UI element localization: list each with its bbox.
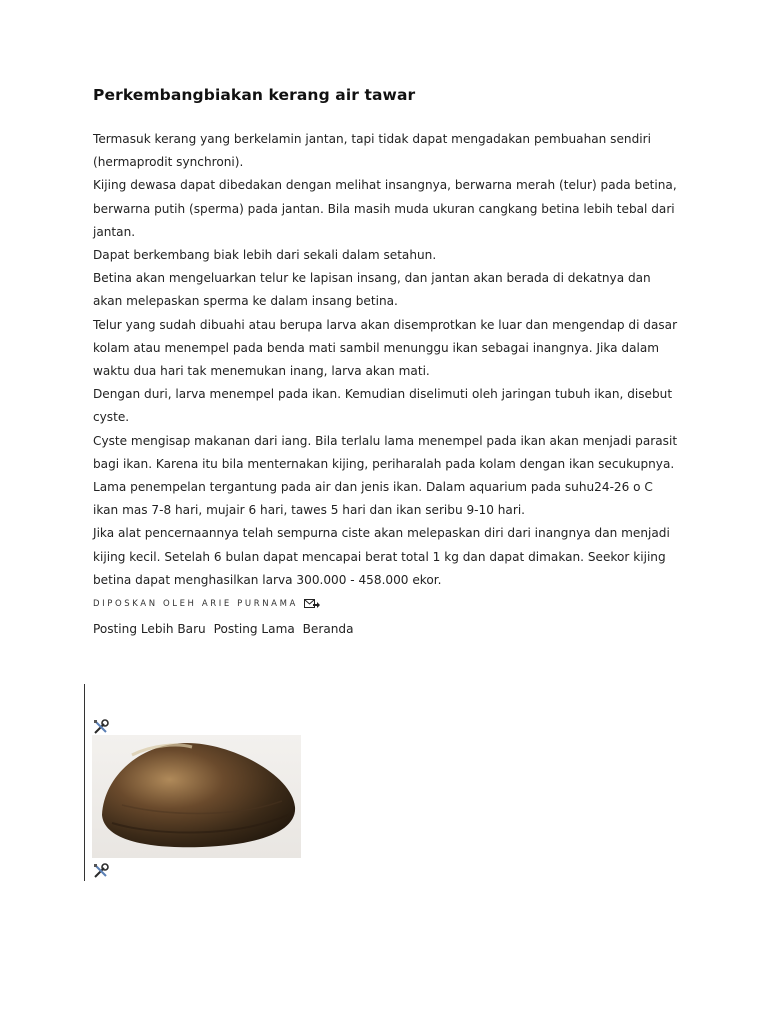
wrench-screwdriver-icon[interactable] — [92, 862, 110, 880]
post-paragraph: Termasuk kerang yang berkelamin jantan, tapi tidak dapat mengadakan pembuahan sendiri (hermaprodit synchroni). — [93, 132, 651, 170]
post-paragraph: Kijing dewasa dapat dibedakan dengan melihat insangnya, berwarna merah (telur) pada betina, berwarna putih (sperma) pada jantan. Bila masih muda ukuran cangkang betina lebih tebal dari jantan. — [93, 178, 677, 239]
post-paragraph: Betina akan mengeluarkan telur ke lapisan insang, dan jantan akan berada di dekatnya dan akan melepaskan sperma ke dalam insang betina. — [93, 271, 651, 309]
home-link[interactable]: Beranda — [302, 622, 354, 637]
post-paragraph: Lama penempelan tergantung pada air dan jenis ikan. Dalam aquarium pada suhu24-26 o C ikan mas 7-8 hari, mujair 6 hari, tawes 5 hari dan ikan seribu 9-10 hari. — [93, 480, 653, 518]
mussel-shell-image — [92, 735, 301, 858]
post-author-line: DIPOSKAN OLEH ARIE PURNAMA — [93, 599, 298, 610]
post-footer — [93, 598, 678, 610]
post-paragraph: Dapat berkembang biak lebih dari sekali dalam setahun. — [93, 248, 437, 263]
post-title[interactable]: Perkembangbiakan kerang air tawar — [93, 86, 416, 104]
wrench-screwdriver-icon[interactable] — [92, 718, 110, 736]
post-paragraph: Cyste mengisap makanan dari iang. Bila terlalu lama menempel pada ikan akan menjadi parasit bagi ikan. Karena itu bila menternakan kijing, periharalah pada kolam dengan ikan secukupnya. — [93, 433, 678, 471]
post-paragraph: Telur yang sudah dibuahi atau berupa larva akan disemprotkan ke luar dan mengendap di dasar kolam atau menempel pada benda mati sambil menunggu ikan sebagai inangnya. Jika dalam waktu dua hari tak menemukan inang, larva akan mati. — [93, 317, 678, 379]
blog-post — [93, 86, 678, 636]
post-paragraph: Jika alat pencernaannya telah sempurna ciste akan melepaskan diri dari inangnya dan menjadi kijing kecil. Setelah 6 bulan dapat mencapai berat total 1 kg dan dapat dimakan. Seekor kijing betina dapat menghasilkan larva 300.000 - 458.000 ekor. — [93, 526, 670, 587]
post-body — [93, 128, 678, 592]
email-post-icon[interactable] — [304, 598, 320, 610]
older-posts-link[interactable]: Posting Lama — [213, 622, 295, 637]
post-paragraph: Dengan duri, larva menempel pada ikan. Kemudian diselimuti oleh jaringan tubuh ikan, disebut cyste. — [93, 387, 673, 425]
blog-pager — [93, 622, 678, 636]
sidebar-divider — [84, 684, 85, 881]
newer-posts-link[interactable]: Posting Lebih Baru — [93, 622, 206, 637]
